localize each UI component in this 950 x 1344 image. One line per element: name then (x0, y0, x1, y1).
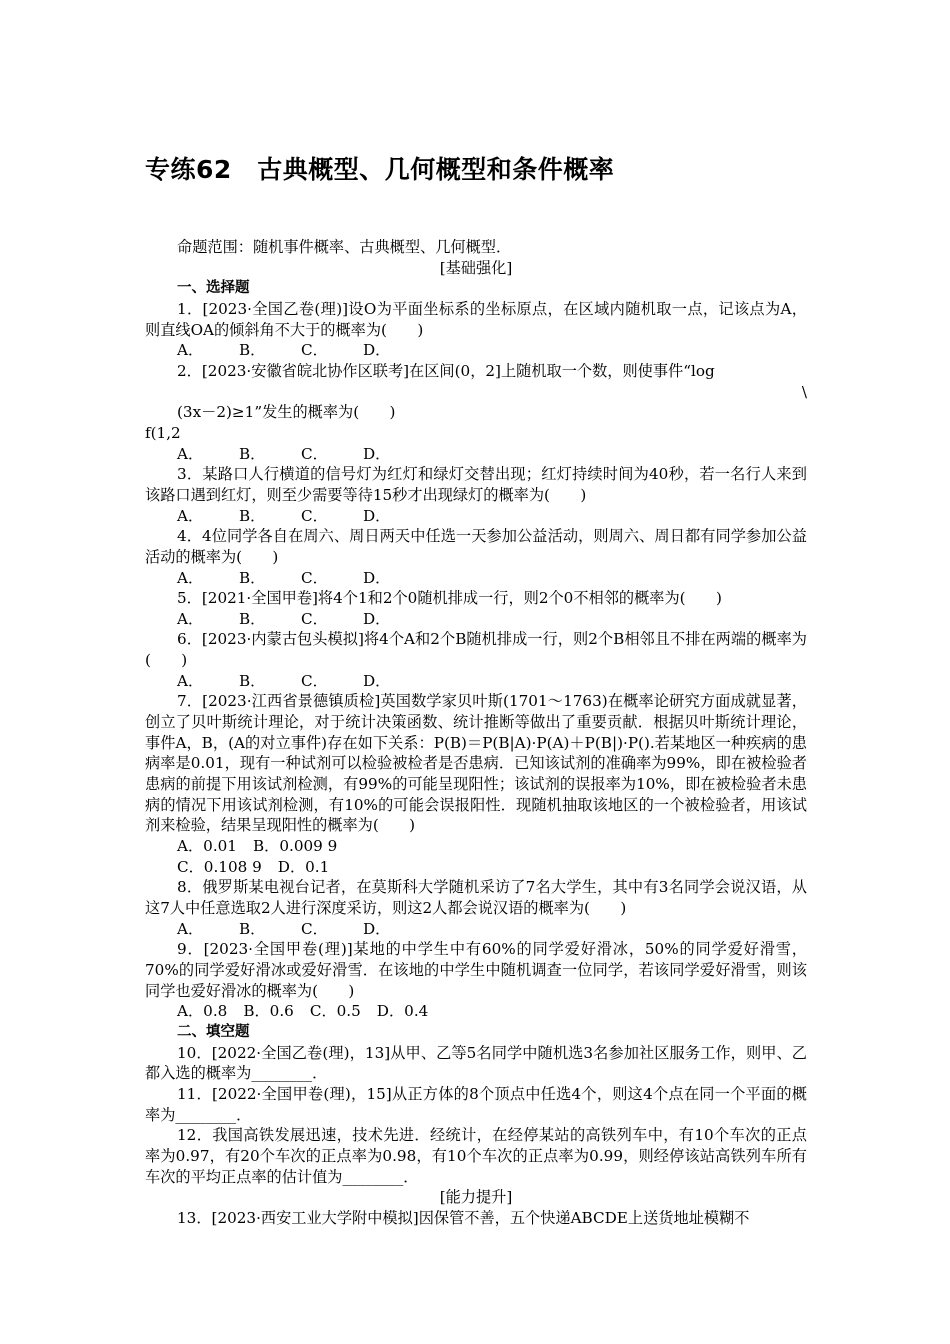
option: C． (301, 568, 328, 587)
option: C． (301, 444, 328, 463)
options-2 (145, 444, 807, 465)
option: D．0.4 (376, 1002, 429, 1021)
section-fill: 二、填空题 (177, 1023, 250, 1040)
question-9: 9．[2023·全国甲卷(理)]某地的中学生中有60%的同学爱好滑冰，50%的同学爱好滑雪，70%的同学爱好滑冰或爱好滑雪．在该地的中学生中随机调查一位同学，若该同学爱好滑雪，则该同学也爱好滑冰的概率为( ) (145, 940, 807, 1000)
document-body (145, 237, 807, 1229)
option: A． (177, 341, 204, 360)
advanced-heading: [能力提升] (439, 1188, 513, 1207)
options-1 (145, 340, 807, 361)
option: D． (363, 609, 391, 628)
option: A． (177, 444, 204, 463)
question-8: 8．俄罗斯某电视台记者，在莫斯科大学随机采访了7名大学生，其中有3名同学会说汉语，从这7人中任意选取2人进行深度采访，则这2人都会说汉语的概率为( ) (145, 878, 807, 917)
option: B． (239, 609, 266, 628)
option: B． (239, 506, 266, 525)
option: A．0.01 (177, 837, 237, 856)
option: A． (177, 609, 204, 628)
option: C． (301, 671, 328, 690)
question-5: 5．[2021·全国甲卷]将4个1和2个0随机排成一行，则2个0不相邻的概率为( ) (177, 589, 722, 608)
question-4: 4．4位同学各自在周六、周日两天中任选一天参加公益活动，则周六、周日都有同学参加公益活动的概率为( ) (145, 527, 807, 566)
question-12: 12．我国高铁发展迅速，技术先进．经统计，在经停某站的高铁列车中，有10个车次的正点率为0.97，有20个车次的正点率为0.98，有10个车次的正点率为0.99，则经停该站高铁列车所有车次的平均正点率的估计值为________． (145, 1126, 807, 1186)
option: C． (301, 919, 328, 938)
option: B． (239, 341, 266, 360)
option: A． (177, 919, 204, 938)
option: D． (363, 444, 391, 463)
question-6: 6．[2023·内蒙古包头模拟]将4个A和2个B随机排成一行，则2个B相邻且不排在两端的概率为( ) (145, 630, 807, 670)
option: C．0.5 (309, 1002, 361, 1021)
option: C． (301, 341, 328, 360)
option: A． (177, 506, 204, 525)
options-7a (145, 836, 807, 857)
options-3 (145, 506, 807, 527)
option: D．0.1 (277, 857, 330, 876)
option: B． (239, 671, 266, 690)
option: B． (239, 444, 266, 463)
question-11: 11．[2022·全国甲卷(理)，15]从正方体的8个顶点中任选4个，则这4个点在同一个平面的概率为________． (145, 1084, 807, 1124)
options-9 (145, 1001, 807, 1022)
basic-heading: [基础强化] (439, 258, 513, 277)
question-2-line2: (3x－2)≥1”发生的概率为( ) (177, 403, 396, 422)
section-choice: 一、选择题 (177, 280, 250, 297)
option: A．0.8 (177, 1002, 228, 1021)
option: A． (177, 671, 204, 690)
option: B． (239, 568, 266, 587)
options-8 (145, 919, 807, 940)
question-2-line3: f(1,2 (145, 423, 181, 442)
option: D． (363, 568, 391, 587)
option: D． (363, 341, 391, 360)
option: D． (363, 506, 391, 525)
option: C． (301, 506, 328, 525)
question-1: 1．[2023·全国乙卷(理)]设O为平面坐标系的坐标原点，在区域内随机取一点，记该点为A，则直线OA的倾斜角不大于的概率为( ) (145, 299, 807, 339)
question-7: 7．[2023·江西省景德镇质检]英国数学家贝叶斯(1701～1763)在概率论研究方面成就显著，创立了贝叶斯统计理论，对于统计决策函数、统计推断等做出了重要贡献．根据贝叶斯统计理论，事件A，B，(A的对立事件)存在如下关系：P(B)＝P(B|A)·P(A)＋P(B|)·P().若某地区一种疾病的患病率是0.01，现有一种试剂可以检验被检者是否患病．已知该试剂的准确率为99%，即在被检验者患病的前提下用该试剂检测，有99%的可能呈现阳性；该试剂的误报率为10%，即在被检验者未患病的情况下用该试剂检测，有10%的可能会误报阳性．现随机抽取该地区的一个被检验者，用该试剂来检验，结果呈现阳性的概率为( ) (145, 692, 807, 835)
option: C．0.108 9 (177, 857, 262, 876)
options-5 (145, 609, 807, 630)
scope-line: 命题范围：随机事件概率、古典概型、几何概型． (177, 238, 512, 256)
question-2-backslash: \ (801, 382, 807, 401)
question-13: 13．[2023·西安工业大学附中模拟]因保管不善，五个快递ABCDE上送货地址模糊不 (177, 1208, 750, 1227)
option: D． (363, 919, 391, 938)
options-4 (145, 568, 807, 589)
option: C． (301, 609, 328, 628)
option: A． (177, 568, 204, 587)
question-3: 3．某路口人行横道的信号灯为红灯和绿灯交替出现；红灯持续时间为40秒，若一名行人来到该路口遇到红灯，则至少需要等待15秒才出现绿灯的概率为( ) (145, 465, 807, 504)
page-title: 专练62 古典概型、几何概型和条件概率 (145, 155, 615, 184)
options-7b (145, 857, 807, 878)
options-6 (145, 671, 807, 692)
question-10: 10．[2022·全国乙卷(理)，13]从甲、乙等5名同学中随机选3名参加社区服务工作，则甲、乙都入选的概率为________． (145, 1043, 807, 1083)
option: B． (239, 919, 266, 938)
option: B．0.6 (243, 1002, 294, 1021)
option: D． (363, 671, 391, 690)
option: B．0.009 9 (252, 837, 338, 856)
question-2-line1: 2．[2023·安徽省皖北协作区联考]在区间(0，2]上随机取一个数，则使事件“log (177, 361, 715, 380)
